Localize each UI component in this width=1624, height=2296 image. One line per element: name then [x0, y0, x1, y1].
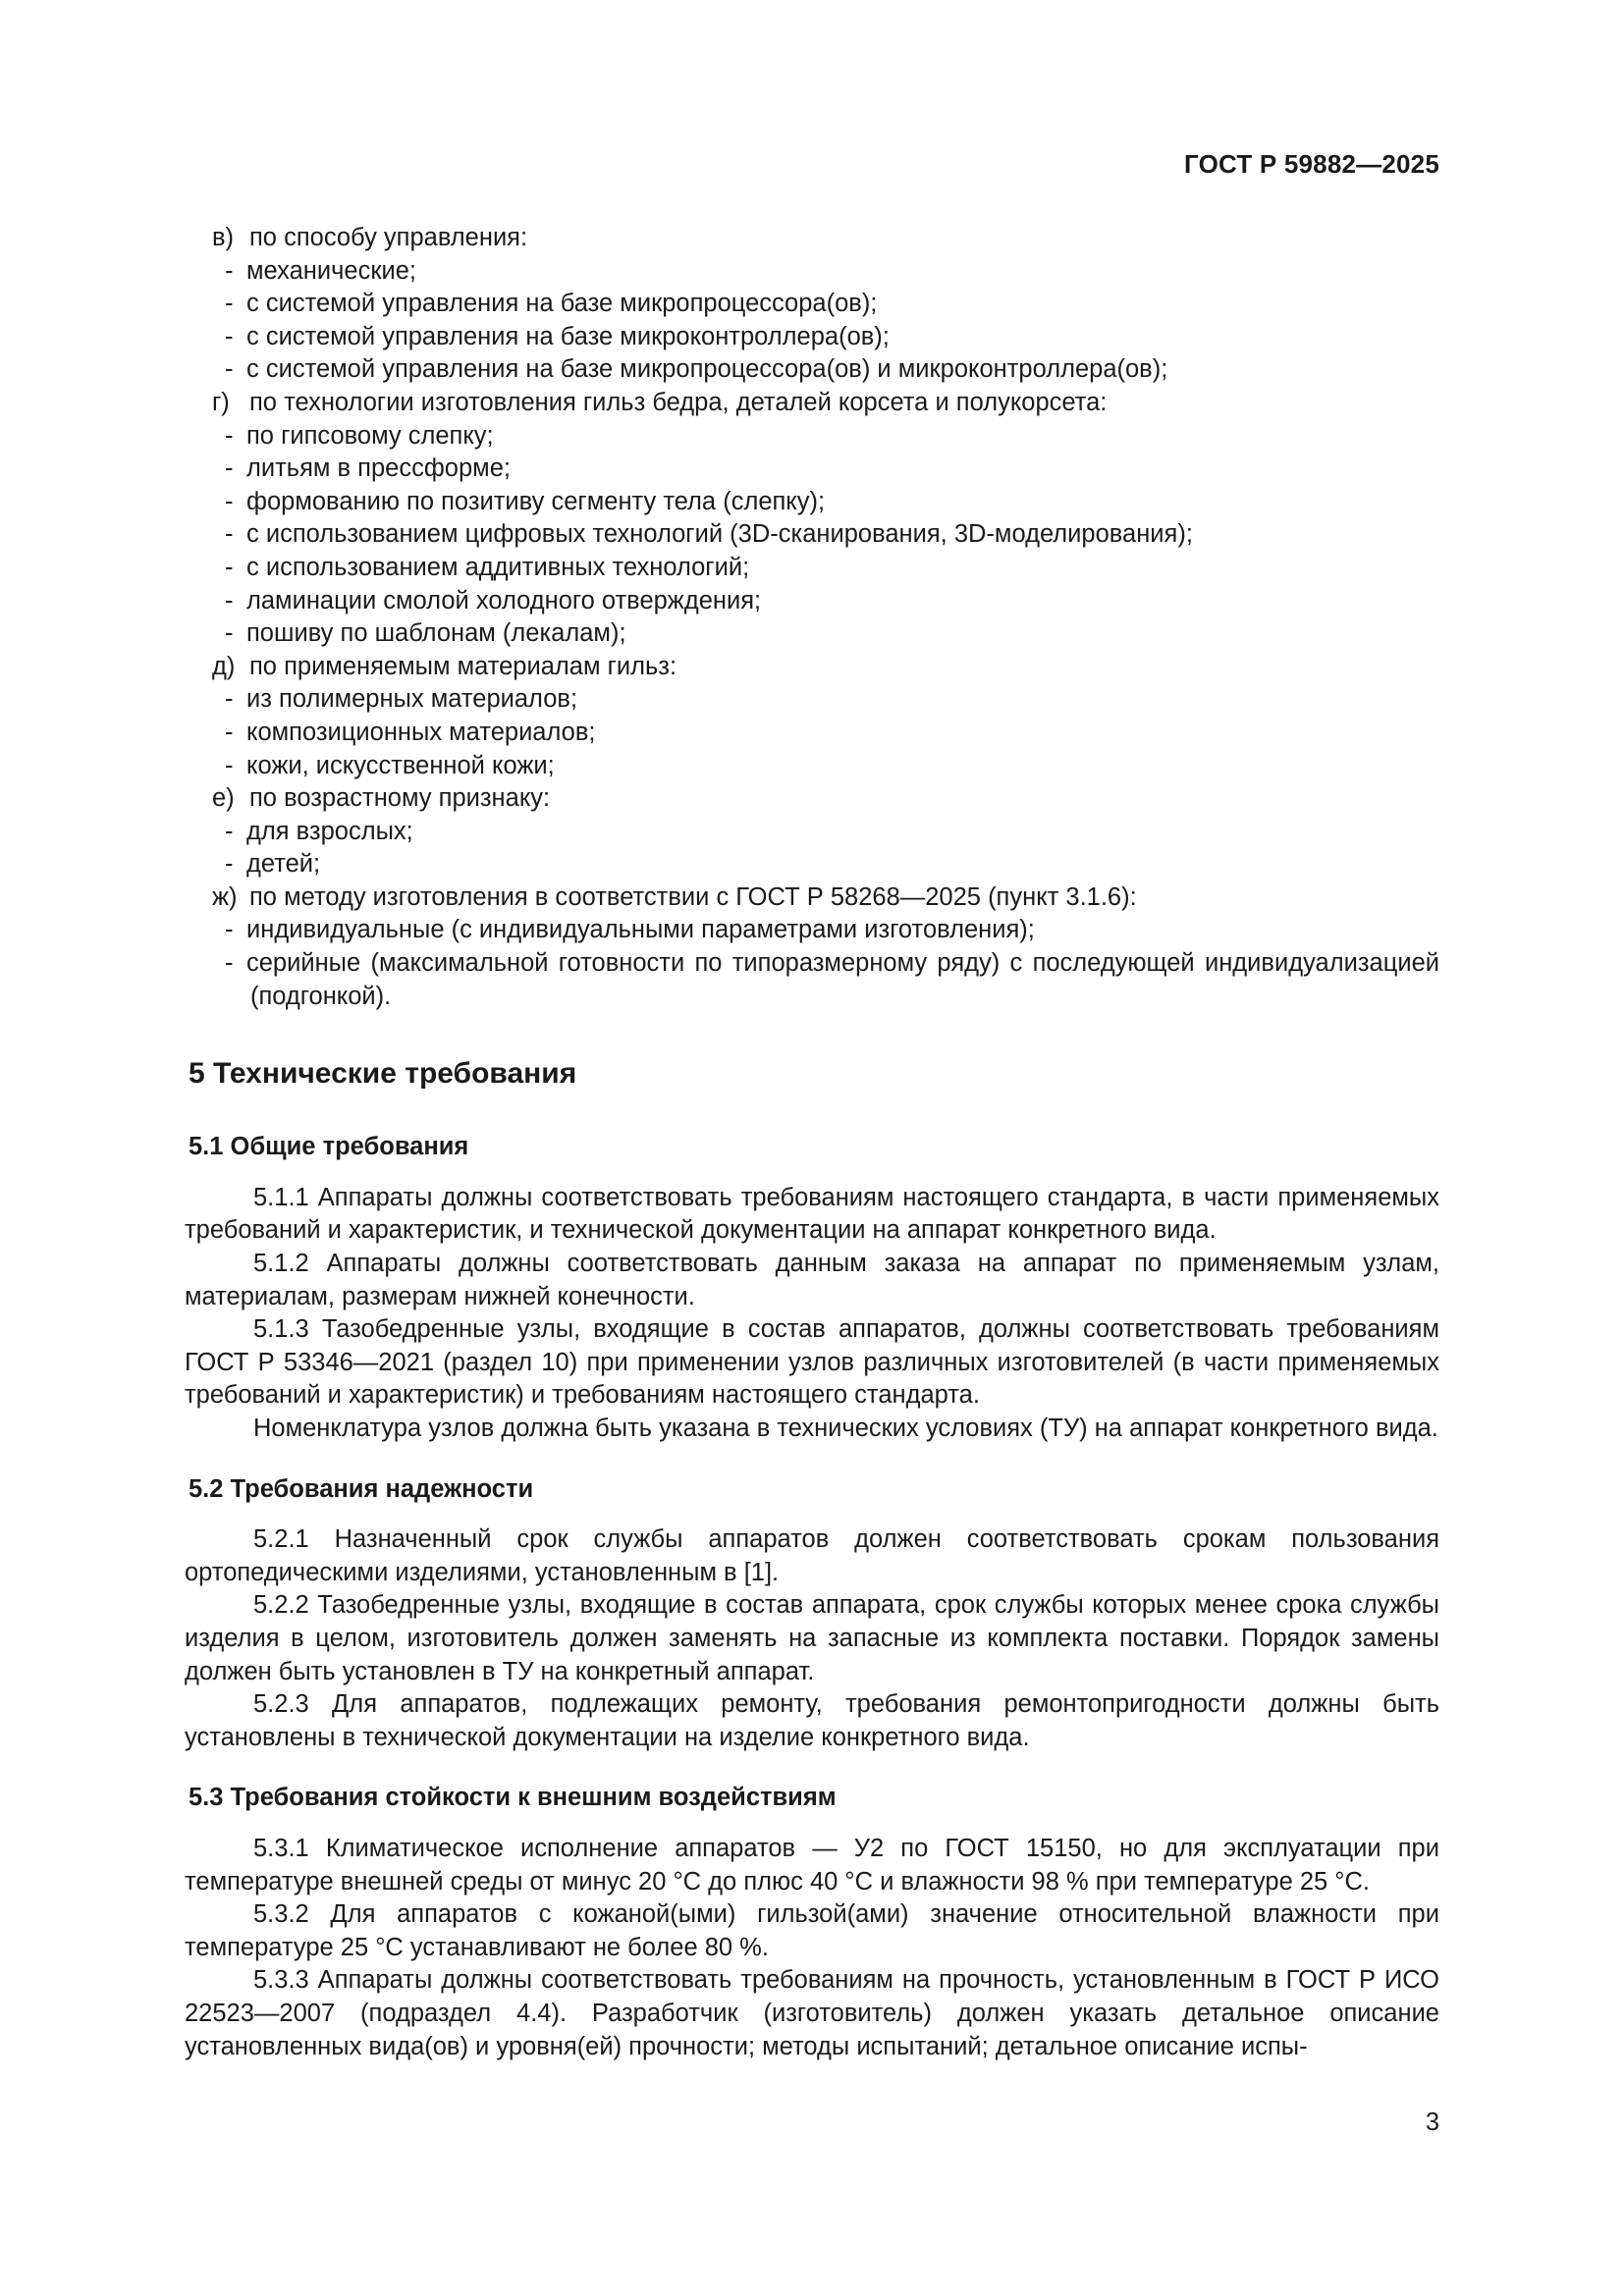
list-subitem: - с системой управления на базе микроконтроллера(ов); [225, 322, 890, 350]
list-subitem: - серийные (максимальной готовности по типоразмерному ряду) с последующей индивидуализацией (подгонкой). [225, 949, 1439, 1010]
list-subitem: - литьям в прессформе; [225, 454, 511, 483]
list-subitem: - формованию по позитиву сегменту тела (слепку); [225, 487, 826, 515]
paragraph: Номенклатура узлов должна быть указана в технических условиях (ТУ) на аппарат конкретного вида. [253, 1415, 1438, 1442]
list-subitem: - с использованием аддитивных технологий; [225, 553, 750, 581]
paragraph: 5.3.1 Климатическое исполнение аппаратов — У2 по ГОСТ 15150, но для эксплуатации при температуре внешней среды от минус 20 °С до плюс 40 °С и влажности 98 % при температуре 25 °С. [185, 1834, 1439, 1896]
subsection-heading: 5.2 Требования надежности [189, 1474, 534, 1503]
subsection-heading: 5.3 Требования стойкости к внешним воздействиям [189, 1784, 837, 1812]
list-subitem: - детей; [225, 850, 321, 879]
paragraph: 5.1.3 Тазобедренные узлы, входящие в состав аппаратов, должны соответствовать требованиям ГОСТ Р 53346—2021 (раздел 10) при применении узлов различных изготовителей (в части применяемых требований и характеристик) и требованиям настоящего стандарта. [185, 1315, 1439, 1410]
paragraph: 5.1.1 Аппараты должны соответствовать требованиям настоящего стандарта, в части применяемых требований и характеристик, и технической документации на аппарат конкретного вида. [185, 1183, 1439, 1245]
list-item: г) по технологии изготовления гильз бедра, деталей корсета и полукорсета: [212, 388, 1108, 416]
list-subitem: - из полимерных материалов; [225, 685, 578, 714]
list-item: е) по возрастному признаку: [212, 784, 551, 813]
paragraph: 5.3.2 Для аппаратов с кожаной(ыми) гильзой(ами) значение относительной влажности при температуре 25 °С устанавливают не более 80 %. [185, 1900, 1439, 1961]
list-subitem: - по гипсовому слепку; [225, 421, 494, 450]
paragraph: 5.3.3 Аппараты должны соответствовать требованиям на прочность, установленным в ГОСТ Р ИСО 22523—2007 (подраздел 4.4). Разработчик (изготовитель) должен указать детальное описание установленных вида(ов) и уровня(ей) прочности; методы испытаний; детальное описание испы- [185, 1966, 1439, 2060]
section-heading: 5 Технические требования [189, 1057, 577, 1091]
paragraph: 5.2.2 Тазобедренные узлы, входящие в состав аппарата, срок службы которых менее срока службы изделия в целом, изготовитель должен заменять на запасные из комплекта поставки. Порядок замены должен быть установлен в ТУ на конкретный аппарат. [185, 1591, 1439, 1685]
list-subitem: - механические; [225, 256, 417, 285]
document-body [185, 222, 1439, 2063]
paragraph: 5.2.1 Назначенный срок службы аппаратов должен соответствовать срокам пользования ортопедическими изделиями, установленным в [1]. [185, 1525, 1439, 1586]
list-subitem: - пошиву по шаблонам (лекалам); [225, 619, 626, 648]
list-subitem: - с системой управления на базе микропроцессора(ов); [225, 290, 878, 318]
paragraph: 5.1.2 Аппараты должны соответствовать данным заказа на аппарат по применяемым узлам, материалам, размерам нижней конечности. [185, 1250, 1439, 1310]
list-item: в) по способу управления: [212, 224, 528, 251]
list-subitem: - индивидуальные (с индивидуальными параметрами изготовления); [225, 916, 1035, 944]
document-header: ГОСТ Р 59882—2025 [1184, 149, 1439, 179]
list-item: д) по применяемым материалам гильз: [212, 652, 677, 680]
list-subitem: - с системой управления на базе микропроцессора(ов) и микроконтроллера(ов); [225, 355, 1168, 384]
list-subitem: - кожи, искусственной кожи; [225, 751, 555, 779]
list-subitem: - ламинации смолой холодного отверждения; [225, 586, 762, 614]
list-item: ж) по методу изготовления в соответствии с ГОСТ Р 58268—2025 (пункт 3.1.6): [212, 882, 1137, 911]
list-subitem: - композиционных материалов; [225, 718, 596, 746]
list-subitem: - для взрослых; [225, 817, 413, 845]
list-subitem: - с использованием цифровых технологий (3D-сканирования, 3D-моделирования); [225, 520, 1193, 549]
subsection-heading: 5.1 Общие требования [189, 1133, 469, 1161]
paragraph: 5.2.3 Для аппаратов, подлежащих ремонту, требования ремонтопригодности должны быть установлены в технической документации на изделие конкретного вида. [185, 1690, 1439, 1751]
page-number: 3 [1425, 2109, 1439, 2136]
